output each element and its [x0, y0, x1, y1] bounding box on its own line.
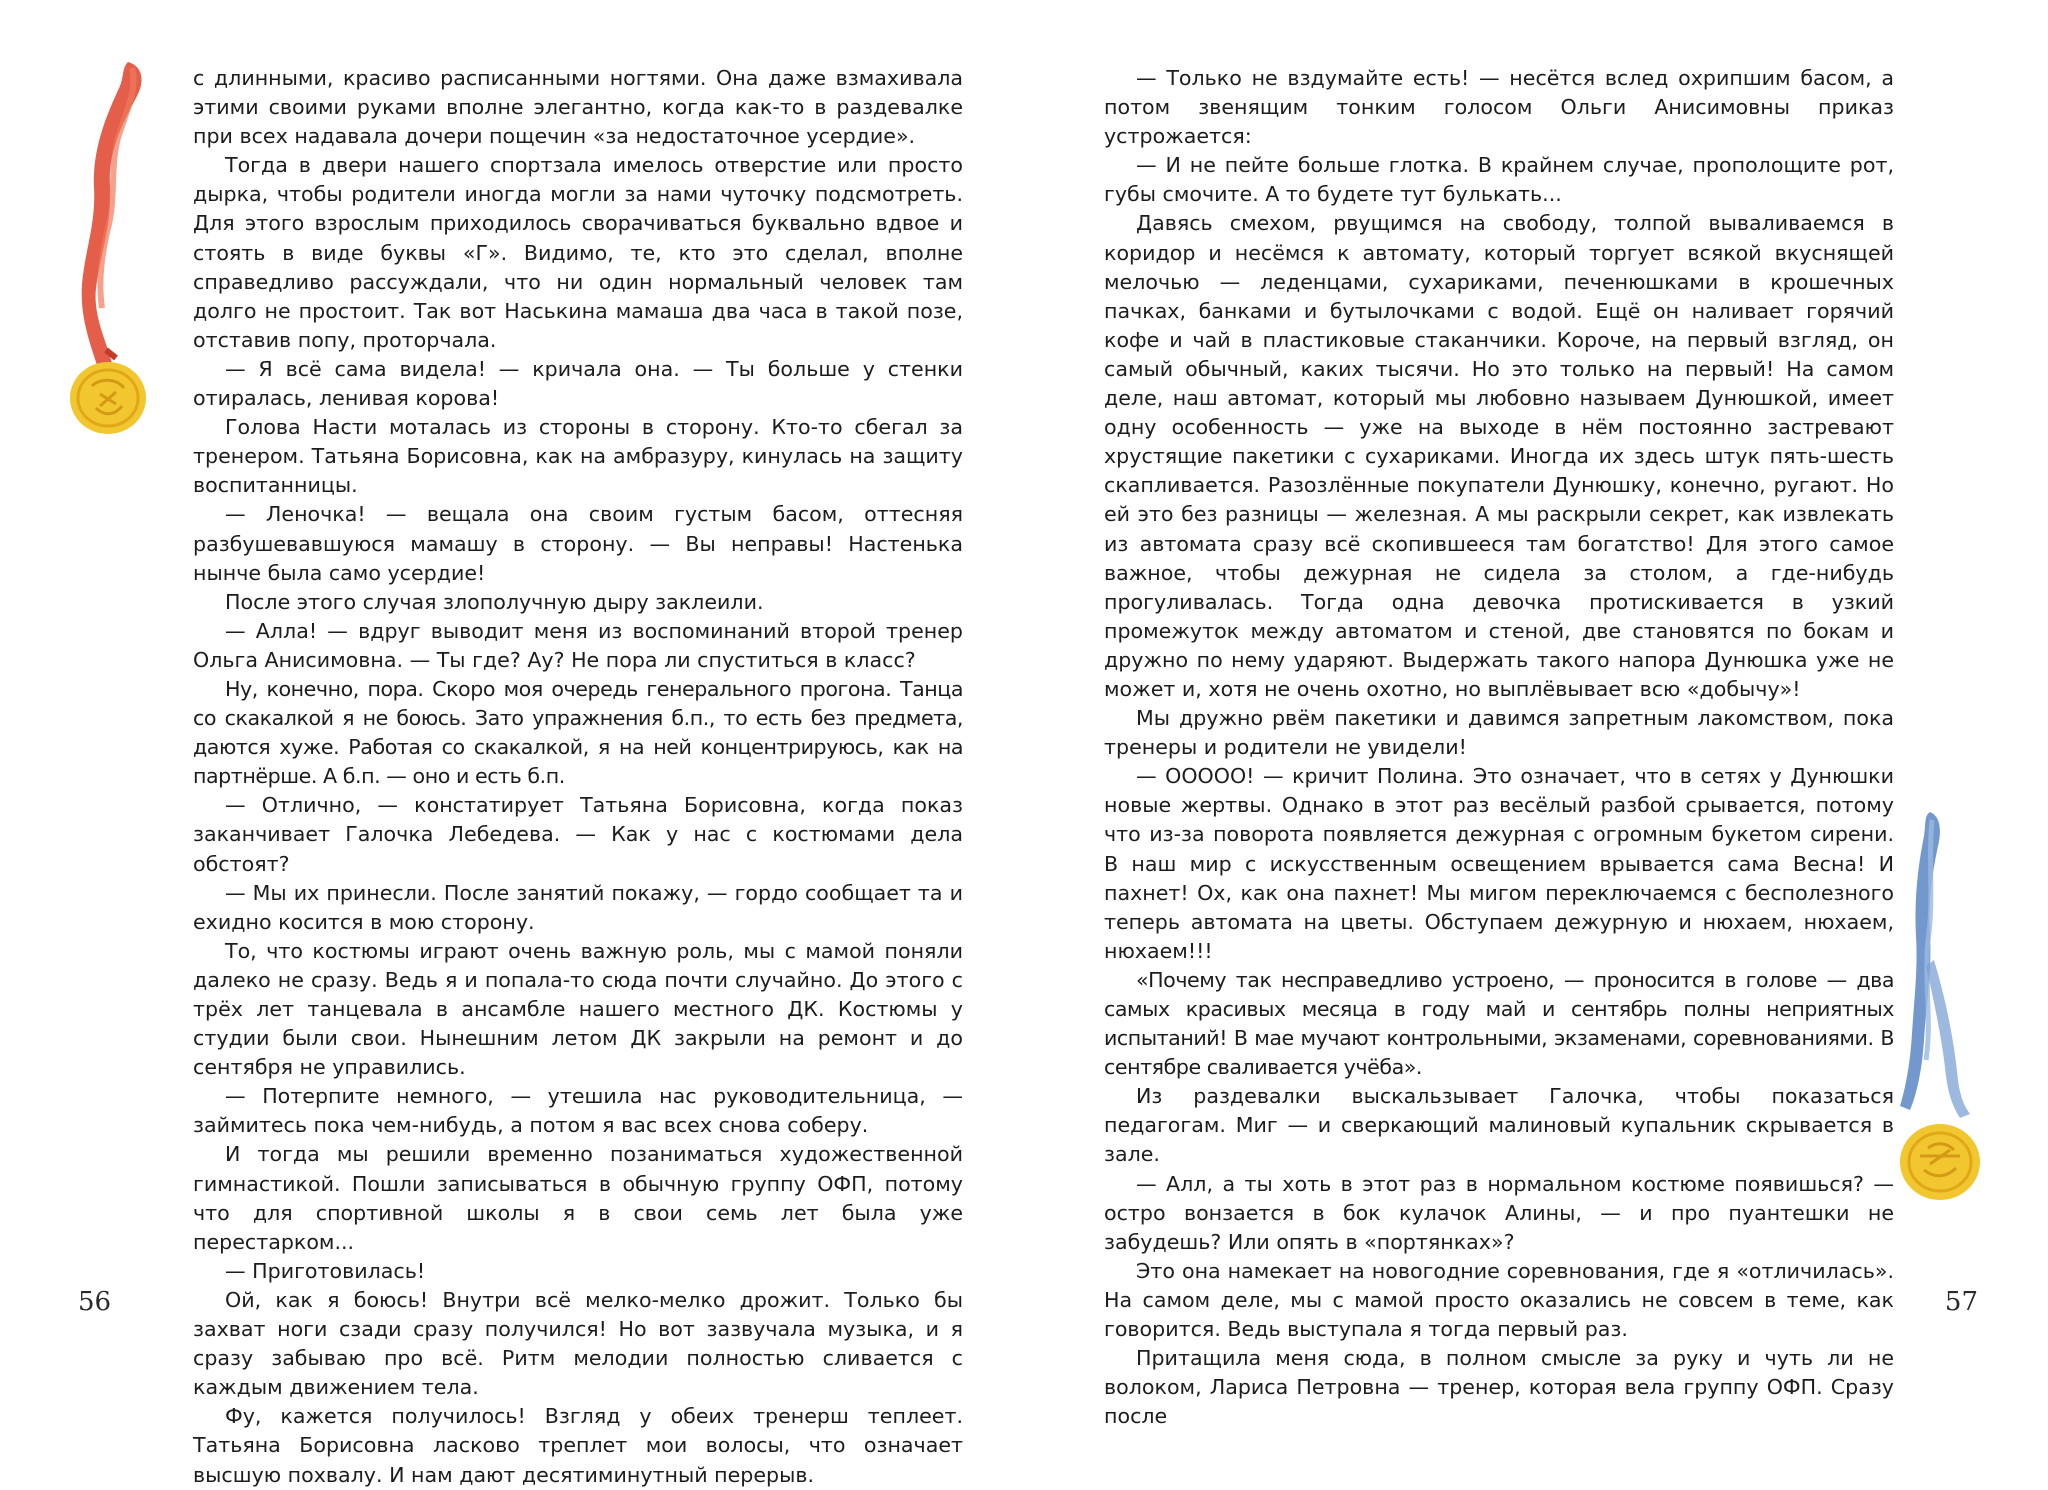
paragraph: — Алла! — вдруг выводит меня из воспоминаний второй тренер Ольга Анисимовна. — Ты где? Ау? Не пора ли спуститься в класс? [193, 618, 963, 672]
paragraph: — Алл, а ты хоть в этот раз в нормальном костюме появишься? — остро вонзается в бок кулачок Алины, — и про пуантешки не забудешь? Или опять в «портянках»? [1104, 1171, 1894, 1254]
left-page-text [193, 64, 963, 1490]
left-page [0, 0, 1024, 1487]
paragraph: После этого случая злополучную дыру заклеили. [225, 589, 764, 614]
paragraph: с длинными, красиво расписанными ногтями. Она даже взмахивала этими своими руками вполне элегантно, когда как-то в раздевалке при всех надавала дочери пощечин «за недостаточное усердие». [193, 66, 963, 149]
gold-medal-blue-ribbon-icon [1880, 810, 2000, 1210]
paragraph: Фу, кажется получилось! Взгляд у обеих тренерш теплеет. Татьяна Борисовна ласково треплет мои волосы, что означает высшую похвалу. И нам дают десятиминутный перерыв. [193, 1404, 963, 1487]
page-number: 57 [1944, 1287, 1978, 1317]
paragraph: — Отлично, — констатирует Татьяна Борисовна, когда показ заканчивает Галочка Лебедева. — Как у нас с костюмами дела обстоят? [193, 793, 963, 876]
paragraph: — ООООО! — кричит Полина. Это означает, что в сетях у Дунюшки новые жертвы. Однако в этот раз весёлый разбой срывается, потому что из-за поворота появляется дежурная с огромным букетом сирени. В наш мир с искусственным освещением врывается сама Весна! И пахнет! Ох, как она пахнет! Мы мигом переключаемся с бесполезного теперь автомата на цветы. Обступаем дежурную и нюхаем, нюхаем, нюхаем!!! [1104, 764, 1894, 963]
paragraph: И тогда мы решили временно позаниматься художественной гимнастикой. Пошли записываться в обычную группу ОФП, потому что для спортивной школы я в свои семь лет была уже перестарком... [193, 1142, 963, 1254]
paragraph: Из раздевалки выскальзывает Галочка, чтобы показаться педагогам. Миг — и сверкающий малиновый купальник скрывается в зале. [1104, 1084, 1894, 1167]
page-number: 56 [78, 1287, 112, 1317]
paragraph: «Почему так несправедливо устроено, — проносится в голове — два самых красивых месяца в году май и сентябрь полны неприятных испытаний! В мае мучают контрольными, экзаменами, соревнованиями. В сентябре сваливается учёба». [1104, 967, 1894, 1080]
gold-medal-red-ribbon-icon [50, 58, 160, 463]
paragraph: — Приготовилась! [225, 1258, 426, 1283]
paragraph: Ой, как я боюсь! Внутри всё мелко-мелко дрожит. Только бы захват ноги сзади сразу получился! Но вот зазвучала музыка, и я сразу забываю про всё. Ритм мелодии полностью сливается с каждым движением тела. [193, 1287, 963, 1400]
paragraph: — Только не вздумайте есть! — несётся вслед охрипшим басом, а потом звенящим тонким голосом Ольги Анисимовны приказ устрожается: [1104, 66, 1894, 149]
paragraph: Ну, конечно, пора. Скоро моя очередь генерального прогона. Танца со скакалкой я не боюсь. Зато упражнения б.п., то есть без предмета, даются хуже. Работая со скакалкой, я на ней концентрируюсь, как на партнёрше. А б.п. — оно и есть б.п. [193, 676, 963, 789]
paragraph: То, что костюмы играют очень важную роль, мы с мамой поняли далеко не сразу. Ведь я и попала-то сюда почти случайно. До этого с трёх лет танцевала в ансамбле нашего местного ДК. Костюмы у студии были свои. Нынешним летом ДК закрыли на ремонт и до сентября не управились. [193, 938, 963, 1080]
paragraph: Притащила меня сюда, в полном смысле за руку и чуть ли не волоком, Лариса Петровна — тренер, которая вела группу ОФП. Сразу после [1104, 1346, 1894, 1429]
right-page-text [1104, 64, 1894, 1431]
paragraph: Мы дружно рвём пакетики и давимся запретным лакомством, пока тренеры и родители не увидели! [1104, 706, 1894, 760]
paragraph: — Потерпите немного, — утешила нас руководительница, — займитесь пока чем-нибудь, а потом я вас всех снова соберу. [193, 1084, 963, 1138]
paragraph: Давясь смехом, рвущимся на свободу, толпой вываливаемся в коридор и несёмся к автомату, который торгует всякой вкуснящей мелочью — леденцами, сухариками, печенюшками в крошечных пачках, банками и бутылочками с водой. Ещё он наливает горячий кофе и чай в пластиковые стаканчики. Короче, на первый взгляд, он самый обычный, каких тысячи. Но это только на первый! На самом деле, наш автомат, который мы любовно называем Дунюшкой, имеет одну особенность — уже на выходе в нём постоянно застревают хрустящие пакетики с сухариками. Иногда их здесь штук пять-шесть скапливается. Разозлённые покупатели Дунюшку, конечно, ругают. Но ей это без разницы — железная. А мы раскрыли секрет, как извлекать из автомата сразу всё скопившееся там богатство! Для этого самое важное, чтобы дежурная не сидела за столом, а где-нибудь прогуливалась. Тогда одна девочка протискивается в узкий промежуток между автоматом и стеной, две становятся по бокам и дружно по нему ударяют. Выдержать такого напора Дунюшка уже не может и, хотя не очень охотно, но выплёвывает всю «добычу»! [1104, 211, 1894, 701]
paragraph: Это она намекает на новогодние соревнования, где я «отличилась». На самом деле, мы с мамой просто оказались не совсем в теме, как говорится. Ведь выступала я тогда первый раз. [1104, 1258, 1894, 1342]
paragraph: — И не пейте больше глотка. В крайнем случае, прополощите рот, губы смочите. А то будете тут булькать... [1104, 153, 1894, 207]
paragraph: — Мы их принесли. После занятий покажу, — гордо сообщает та и ехидно косится в мою сторону. [193, 880, 963, 934]
paragraph: Тогда в двери нашего спортзала имелось отверстие или просто дырка, чтобы родители иногда могли за нами чуточку подсмотреть. Для этого взрослым приходилось сворачиваться буквально вдвое и стоять в виде буквы «Г». Видимо, те, кто это сделал, вполне справедливо рассуждали, что ни один нормальный человек там долго не простоит. Так вот Наськина мамаша два часа в такой позе, отставив попу, проторчала. [193, 153, 963, 352]
paragraph: — Я всё сама видела! — кричала она. — Ты больше у стенки отиралась, ленивая корова! [193, 356, 963, 411]
paragraph: Голова Насти моталась из стороны в сторону. Кто-то сбегал за тренером. Татьяна Борисовна, как на амбразуру, кинулась на защиту воспитанницы. [193, 415, 963, 498]
paragraph: — Леночка! — вещала она своим густым басом, оттесняя разбушевавшуюся мамашу в сторону. — Вы неправы! Настенька нынче была само усердие! [193, 502, 963, 585]
